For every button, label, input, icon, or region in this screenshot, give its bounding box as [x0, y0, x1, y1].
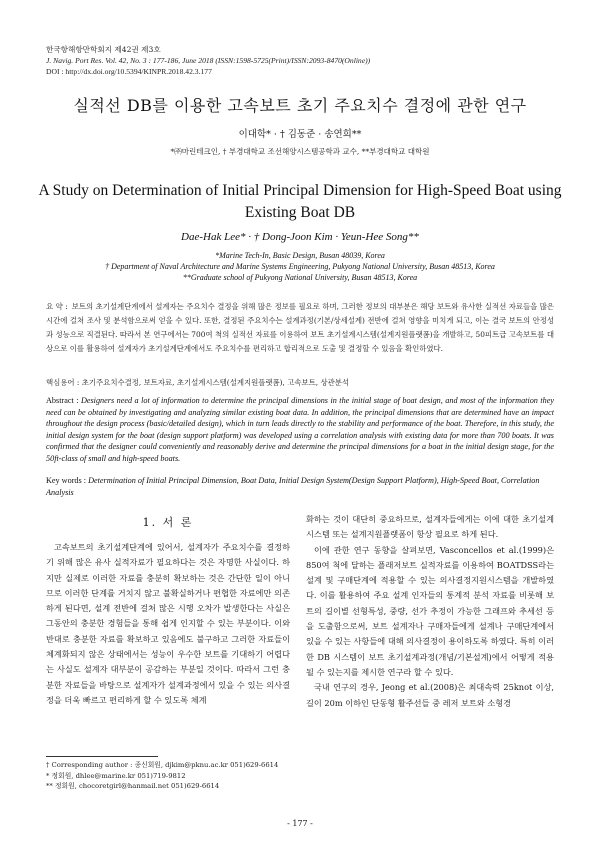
authors-en: Dae-Hak Lee* · † Dong-Joon Kim · Yeun-Hee Song** — [181, 231, 419, 243]
affiliation-en-2: † Department of Naval Architecture and Marine Systems Engineering, Pukyong National University, Busan 48513, Korea — [105, 262, 495, 271]
body-paragraph: 화하는 것이 대단히 중요하므로, 설계자들에게는 이에 대한 초기설계시스템 또는 설계지원플랫폼이 항상 필요로 하게 된다. — [306, 514, 554, 540]
section-heading: 1. 서 론 — [142, 516, 194, 529]
affiliation-en-1: *Marine Tech-In, Basic Design, Busan 48039, Korea — [215, 251, 385, 260]
doi-link[interactable]: DOI : http://dx.doi.org/10.5394/KINPR.2018.42.3.177 — [46, 67, 212, 76]
keywords-ko — [46, 377, 554, 388]
paper-title-en: A Study on Determination of Initial Principal Dimension for High-Speed Boat using Existing Boat DB — [38, 182, 562, 221]
body-paragraph: 이에 관한 연구 동향을 살펴보면, Vasconcellos et al.(1999)은 850여 척에 달하는 플래저보트 실적자료를 이용하여 BOATDSS라는 설계 및 구매단계에 적용할 수 있는 의사결정지원시스템을 개발하였다. 이를 활용하여 주요 설계 인자들의 통계적 분석 자료를 비롯해 보트의 길이별 선형특성, 중량, 선가 추정이 가능한 그래프와 추세선 등을 도출함으로써, 보트 설계자나 구매자들에게 설계나 구매단계에서 있을 수 있는 사항들에 대해 의사결정이 용이하도록 하였다. 특히 이러한 DB 시스템이 보트 초기설계과정(개념/기본설계)에서 어떻게 적용될 수 있는지를 제시한 연구라 할 수 있다. — [306, 544, 554, 677]
journal-citation: J. Navig. Port Res. Vol. 42, No. 3 : 177-186, June 2018 (ISSN:1598-5725(Print)/ISSN:2093-8470(Online)) — [46, 56, 371, 65]
abstract-en — [46, 395, 554, 464]
abstract-ko — [46, 300, 554, 356]
keywords-en-text: Determination of Initial Principal Dimension, Boat Data, Initial Design System(Design Support Platform), High-Speed Boat, Correlation Analysis — [46, 476, 540, 497]
footnotes — [46, 760, 278, 792]
abstract-en-label: Abstract : — [46, 396, 79, 405]
abstract-ko-label: 요 약 : — [46, 302, 68, 311]
abstract-en-text: Designers need a lot of information to determine the principal dimensions in the initial stage of boat design, and most of the information they need can be obtained by investigating and analyzing similar existing boat data. In addition, the principal dimensions that are determined have an impact throughout the design process (basic/detailed design), which in turn leads directly to the stability and performance of the boat. Therefore, in this study, the initial design system for the boat (design support platform) was developed using a correlation analysis with existing data for more than 700 boats. It was confirmed that the designer could conveniently and reasonably derive and determine the principal dimensions for a boat in the initial design stage, for the 50ft-class of small and high-speed boats. — [46, 396, 555, 463]
keywords-en-label: Key words : — [46, 476, 87, 485]
journal-name-ko: 한국항해항만학회지 제42권 제3호 — [46, 45, 161, 54]
keywords-en — [46, 475, 554, 498]
footnote-author-2: ** 정회원, chocoretgirl@hanmail.net 051)629-6614 — [46, 782, 220, 790]
page-number: - 177 - — [287, 819, 313, 828]
body-column-left — [46, 512, 290, 708]
abstract-ko-text: 보트의 초기설계단계에서 설계자는 주요치수 결정을 위해 많은 정보를 필요로 하며, 그러한 정보의 대부분은 해당 보트와 유사한 실적선 자료들을 많은 시간에 걸쳐 조사 및 분석함으로써 얻을 수 있다. 또한, 결정된 주요치수는 설계과정(기본/상세설계) 전반에 걸쳐 영향을 미치게 되고, 이는 결국 보트의 안정성과 성능으로 직결된다. 따라서 본 연구에서는 700여 척의 실적선 자료를 이용하여 보트 초기설계시스템(설계지원플랫폼)을 개발하고, 50피트급 고속보트를 대상으로 이를 활용하여 설계자가 초기설계단계에서도 주요치수를 편리하고 합리적으로 도출 및 결정할 수 있음을 확인하였다. — [46, 302, 554, 353]
journal-header — [46, 44, 370, 77]
affiliation-ko: *㈜마린테크인, † 부경대학교 조선해양시스템공학과 교수, **부경대학교 대학원 — [170, 147, 430, 156]
keywords-ko-label: 핵심용어 : — [46, 378, 80, 387]
footnote-divider — [46, 756, 158, 757]
body-paragraph: 국내 연구의 경우, Jeong et al.(2008)은 최대속력 25knot 이상, 길이 20m 이하인 단동형 활주선들 중 레저 보트와 소형경 — [306, 682, 554, 708]
body-column-right — [306, 512, 554, 711]
paper-title-ko: 실적선 DB를 이용한 고속보트 초기 주요치수 결정에 관한 연구 — [73, 96, 527, 115]
affiliations-en — [0, 250, 600, 283]
affiliation-en-3: **Graduate school of Pukyong National University, Busan 48513, Korea — [182, 273, 418, 282]
keywords-ko-text: 초기주요치수결정, 보트자료, 초기설계시스템(설계지원플랫폼), 고속보트, 상관분석 — [81, 378, 350, 387]
footnote-corresponding: † Corresponding author : 종신회원, djkim@pknu.ac.kr 051)629-6614 — [46, 761, 279, 769]
body-paragraph: 고속보트의 초기설계단계에 있어서, 설계자가 주요치수를 결정하기 위해 많은 유사 실적자료가 필요하다는 것은 자명한 사실이다. 하지만 실제로 이러한 자료를 충분히 확보하는 것은 간단한 일이 아니므로 이러한 단계를 거치지 않고 불확실하거나 편협한 자료에만 의존하게 된다면, 설계 전반에 걸쳐 많은 시행 오차가 발생한다는 사실은 그동안의 충분한 경험들을 통해 쉽게 인지할 수 있는 부분이다. 이와 반대로 충분한 자료를 확보하고 있음에도 불구하고 그러한 자료들이 체계화되지 않은 상태에서는 성능이 우수한 보트를 기대하기 어렵다는 사실도 설계자 대부분이 공감하는 부분일 것이다. 따라서 그런 충분한 자료들을 바탕으로 설계자가 설계과정에서 있을 수 있는 의사결정을 더욱 빠르고 편리하게 할 수 있도록 체계 — [46, 542, 290, 705]
authors-ko: 이대학* · † 김동준 · 송연희** — [238, 129, 362, 140]
footnote-author-1: * 정회원, dhlee@marine.kr 051)719-9812 — [46, 771, 186, 780]
